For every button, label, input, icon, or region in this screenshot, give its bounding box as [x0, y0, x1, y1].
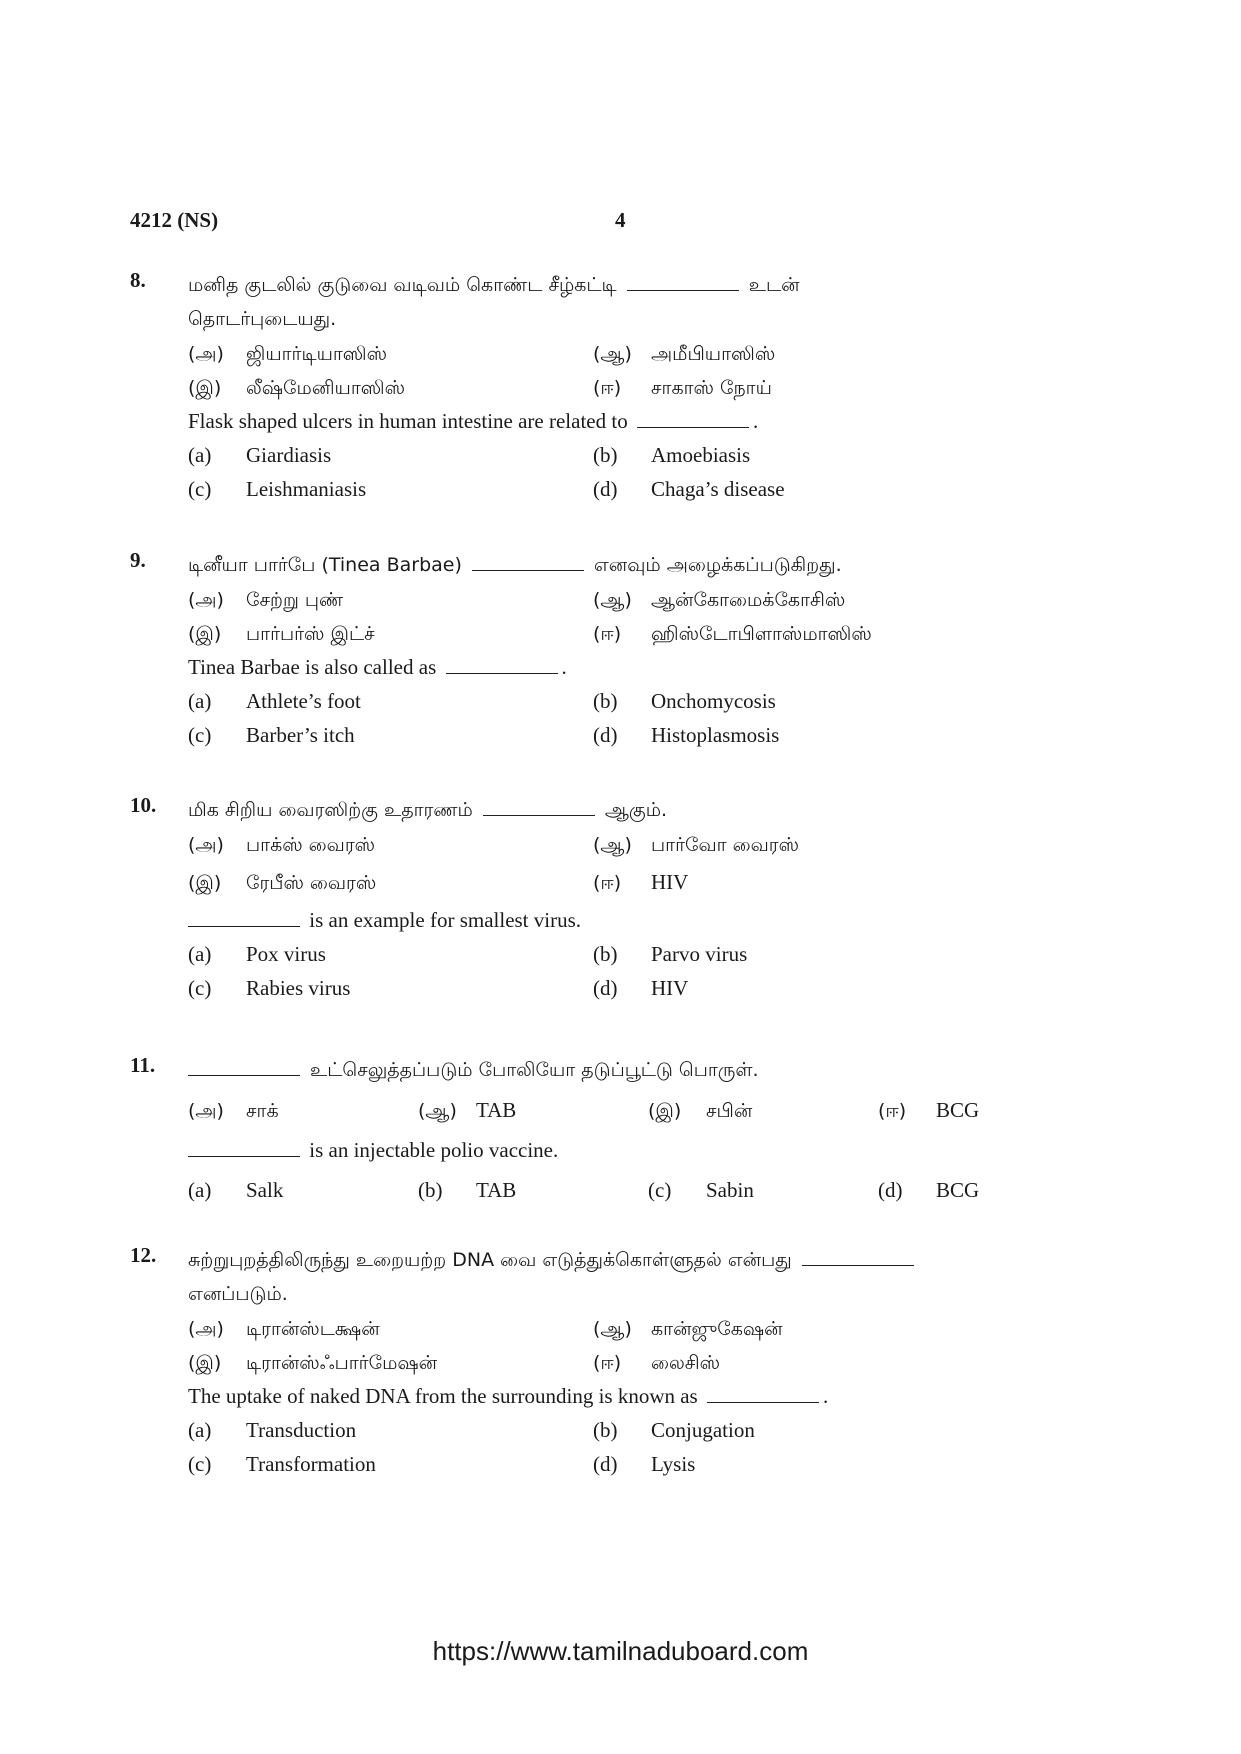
answer-blank	[627, 289, 739, 291]
question-number: 11.	[130, 1053, 156, 1077]
question-body	[188, 268, 1060, 506]
english-option: (a) Giardiasis	[188, 443, 332, 467]
tamil-options-row	[188, 370, 1060, 404]
question-body	[188, 1053, 1060, 1207]
tamil-option: (ஈ) ஹிஸ்டோபிளாஸ்மாஸிஸ்	[593, 623, 872, 645]
footer-url[interactable]: https://www.tamilnaduboard.com	[432, 1636, 809, 1666]
tamil-stem: சுற்றுபுறத்திலிருந்து உறையற்ற DNA வை எடுத்துக்கொள்ளுதல் என்பது	[188, 1249, 792, 1271]
english-option: (a) Athlete’s foot	[188, 689, 361, 713]
tamil-stem: டினீயா பார்பே (Tinea Barbae)	[188, 554, 462, 576]
english-option: (b) Onchomycosis	[593, 689, 776, 713]
page-number: 4	[615, 208, 626, 232]
english-options-row	[188, 1413, 1060, 1447]
question-number: 12.	[130, 1243, 157, 1267]
page-header	[130, 208, 1111, 238]
answer-blank	[188, 1074, 300, 1076]
english-stem: Tinea Barbae is also called as	[188, 655, 437, 679]
tamil-options-row	[188, 827, 1060, 861]
tamil-options-row	[188, 1093, 1060, 1127]
question-10	[130, 793, 1060, 1023]
tamil-stem-end: உடன்	[748, 274, 800, 296]
question-11	[130, 1053, 1060, 1213]
tamil-option: (ஈ) HIV	[593, 870, 689, 894]
tamil-stem: மனித குடலில் குடுவை வடிவம் கொண்ட சீழ்கட்டி	[188, 274, 617, 296]
english-option: (d) Histoplasmosis	[593, 723, 780, 747]
english-option: (a) Pox virus	[188, 942, 326, 966]
answer-blank	[483, 814, 595, 816]
english-options-row	[188, 1447, 1060, 1481]
english-option: (b) Conjugation	[593, 1418, 755, 1442]
tamil-option: (இ) டிரான்ஸ்ஃபார்மேஷன்	[188, 1352, 438, 1374]
english-stem-line: The uptake of naked DNA from the surrounding is known as .	[188, 1384, 829, 1408]
english-option: (c) Rabies virus	[188, 976, 351, 1000]
tamil-stem-end: ஆகும்.	[604, 799, 668, 821]
tamil-option: (அ) டிரான்ஸ்டக்ஷன்	[188, 1318, 380, 1340]
tamil-option: (ஆ) கான்ஜுகேஷன்	[593, 1318, 783, 1340]
english-option: (c) Sabin	[648, 1178, 754, 1202]
english-option: (d) BCG	[878, 1178, 980, 1202]
english-stem: is an example for smallest virus.	[309, 908, 582, 932]
answer-blank	[707, 1401, 819, 1403]
paper-code: 4212 (NS)	[130, 208, 219, 232]
english-option: (c) Leishmaniasis	[188, 477, 367, 501]
tamil-option: (அ) சேற்று புண்	[188, 589, 344, 611]
tamil-option: (ஆ) TAB	[418, 1098, 517, 1122]
english-option: (a) Transduction	[188, 1418, 357, 1442]
english-option: (c) Transformation	[188, 1452, 376, 1476]
question-9	[130, 548, 1060, 768]
tamil-options-row	[188, 582, 1060, 616]
question-number: 10.	[130, 793, 157, 817]
answer-blank	[446, 672, 558, 674]
english-stem-line	[188, 1133, 1060, 1167]
tamil-stem-end: எனவும் அழைக்கப்படுகிறது.	[593, 554, 842, 576]
tamil-option: (இ) பார்பர்ஸ் இட்ச்	[188, 623, 375, 645]
tamil-stem-line-2: எனப்படும்.	[188, 1283, 288, 1305]
english-stem: The uptake of naked DNA from the surrounding is known as	[188, 1384, 698, 1408]
english-options-row	[188, 1173, 1060, 1207]
answer-blank	[188, 1155, 300, 1157]
question-body	[188, 793, 1060, 1005]
question-number: 8.	[130, 268, 146, 292]
english-option: (b) TAB	[418, 1178, 517, 1202]
english-stem-line	[188, 903, 1060, 937]
english-option: (b) Parvo virus	[593, 942, 748, 966]
tamil-stem-line-1	[188, 1243, 1060, 1277]
question-body	[188, 1243, 1060, 1481]
tamil-stem: மிக சிறிய வைரஸிற்கு உதாரணம்	[188, 799, 473, 821]
english-stem-line: Tinea Barbae is also called as .	[188, 655, 567, 679]
english-options-row	[188, 472, 1060, 506]
english-stem: Flask shaped ulcers in human intestine are related to	[188, 409, 628, 433]
question-12	[130, 1243, 1060, 1493]
tamil-stem-line-1	[188, 793, 1060, 827]
answer-blank	[472, 569, 584, 571]
tamil-options-row	[188, 1311, 1060, 1345]
tamil-option: (அ) ஜியார்டியாஸிஸ்	[188, 343, 388, 365]
tamil-options-row	[188, 1345, 1060, 1379]
tamil-option: (ஆ) அமீபியாஸிஸ்	[593, 343, 776, 365]
tamil-option: (ஆ) ஆன்கோமைக்கோசிஸ்	[593, 589, 846, 611]
english-stem-line: Flask shaped ulcers in human intestine are related to .	[188, 409, 759, 433]
tamil-stem-line-1	[188, 1053, 1060, 1087]
english-option: (d) HIV	[593, 976, 689, 1000]
tamil-stem-line-2: தொடர்புடையது.	[188, 308, 337, 330]
english-option: (c) Barber’s itch	[188, 723, 355, 747]
english-options-row	[188, 718, 1060, 752]
tamil-options-row	[188, 336, 1060, 370]
english-option: (d) Chaga’s disease	[593, 477, 785, 501]
answer-blank	[188, 925, 300, 927]
tamil-options-row	[188, 616, 1060, 650]
english-option: (d) Lysis	[593, 1452, 696, 1476]
tamil-option: (இ) சபின்	[648, 1100, 753, 1122]
english-options-row	[188, 971, 1060, 1005]
question-8	[130, 268, 1060, 518]
tamil-option: (இ) லீஷ்மேனியாஸிஸ்	[188, 377, 405, 399]
tamil-option: (இ) ரேபீஸ் வைரஸ்	[188, 872, 377, 894]
tamil-options-row	[188, 865, 1060, 899]
tamil-stem: உட்செலுத்தப்படும் போலியோ தடுப்பூட்டு பொருள்.	[310, 1059, 759, 1081]
tamil-option: (அ) பாக்ஸ் வைரஸ்	[188, 834, 376, 856]
tamil-option: (ஈ) லைசிஸ்	[593, 1352, 721, 1374]
tamil-option: (ஈ) சாகாஸ் நோய்	[593, 377, 772, 399]
question-body	[188, 548, 1060, 752]
english-stem: is an injectable polio vaccine.	[309, 1138, 559, 1162]
tamil-stem-line-1	[188, 548, 1060, 582]
answer-blank	[802, 1264, 914, 1266]
english-options-row	[188, 438, 1060, 472]
english-options-row	[188, 684, 1060, 718]
english-options-row	[188, 937, 1060, 971]
tamil-option: (ஆ) பார்வோ வைரஸ்	[593, 834, 800, 856]
english-option: (a) Salk	[188, 1178, 284, 1202]
tamil-stem-line-1	[188, 268, 1060, 302]
english-option: (b) Amoebiasis	[593, 443, 751, 467]
tamil-option: (அ) சாக்	[188, 1100, 279, 1122]
answer-blank	[637, 426, 749, 428]
tamil-option: (ஈ) BCG	[878, 1098, 980, 1122]
question-number: 9.	[130, 548, 146, 572]
